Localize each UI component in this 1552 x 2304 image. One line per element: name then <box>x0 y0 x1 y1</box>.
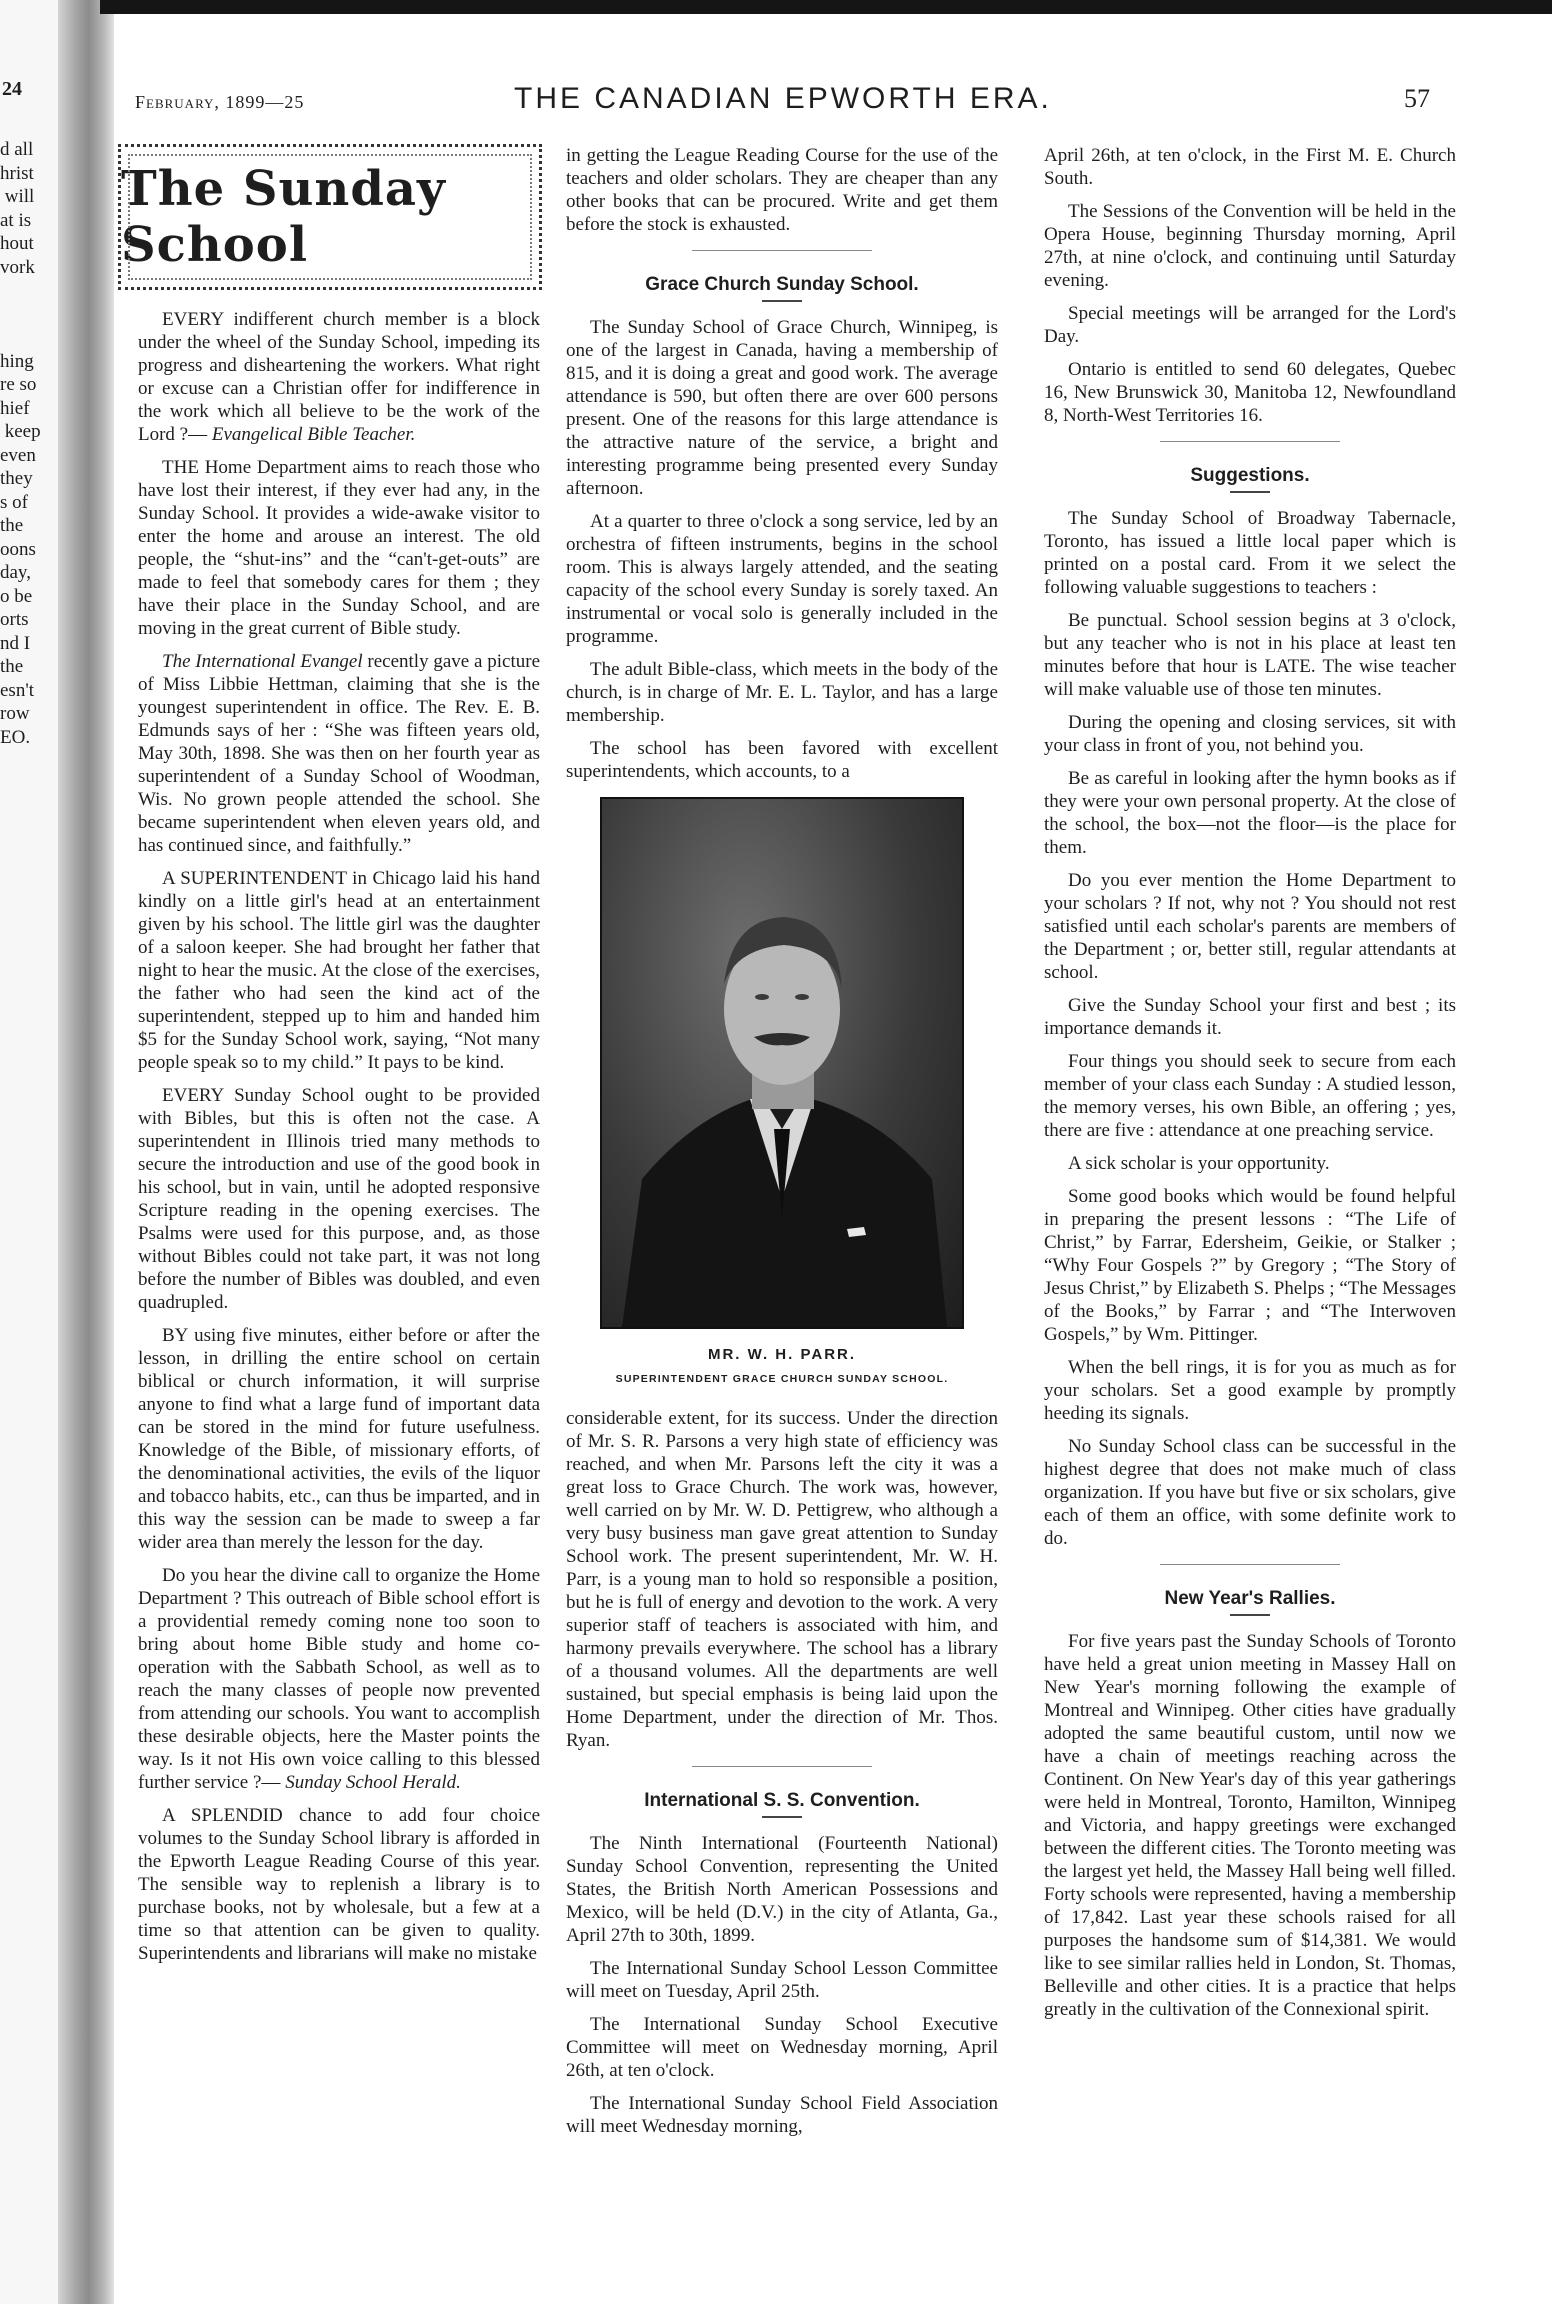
paragraph: April 26th, at ten o'clock, in the First M. E. Church South. <box>1044 145 1456 189</box>
facing-page-fragment: hout <box>0 233 34 254</box>
facing-page-fragment: nd I <box>0 632 31 654</box>
heading-rule <box>762 1816 802 1818</box>
paragraph <box>138 1564 540 1794</box>
facing-page-fragment: oons <box>0 538 36 560</box>
facing-page-number: 24 <box>2 78 22 100</box>
paragraph: At a quarter to three o'clock a song service, led by an orchestra of fifteen instruments, begins in the school room. This is always largely attended, and the seating capacity of the school every Sunday is sorely taxed. An instrumental or vocal solo is generally included in the programme. <box>566 511 998 647</box>
paragraph: A SPLENDID chance to add four choice volumes to the Sunday School library is afforded in the Epworth League Reading Course of this year. The sensible way to replenish a library is to purchase books, not by wholesale, but a few at a time so that attention can be given to quality. Superintendents and librarians will make no mistake <box>138 1805 540 1964</box>
facing-page-fragment: s of <box>0 491 28 513</box>
facing-page-fragment: o be <box>0 585 33 607</box>
paragraph: considerable extent, for its success. Under the direction of Mr. S. R. Parsons a very high state of efficiency was reached, and when Mr. Parsons left the city it was a great loss to Grace Church. The work was, however, well carried on by Mr. W. D. Pettigrew, who although a very busy business man gave great attention to Sunday School work. The present superintendent, Mr. W. H. Parr, is a young man to hold so responsible a position, but he is full of energy and devotion to the work. A very superior staff of teachers is associated with him, and harmony prevails everywhere. The school has a library of a thousand volumes. All the departments are well sustained, but special emphasis is being laid upon the Home Department, under the direction of Mr. Thos. Ryan. <box>566 1408 998 1751</box>
section-divider <box>692 1766 872 1767</box>
photo-caption-role: SUPERINTENDENT GRACE CHURCH SUNDAY SCHOOL. <box>615 1373 949 1385</box>
section-banner <box>118 144 542 290</box>
column-3 <box>1044 144 1456 2031</box>
facing-page-fragment: vork <box>0 256 35 278</box>
paragraph: Do you ever mention the Home Department to your scholars ? If not, why not ? You should not rest satisfied until each scholar's parents are members of the Department ; or, better still, regular attendants at school. <box>1044 870 1456 983</box>
paragraph: When the bell rings, it is for you as much as for your scholars. Set a good example by promptly heeding its signals. <box>1044 1357 1456 1424</box>
paragraph: in getting the League Reading Course for the use of the teachers and older scholars. They are cheaper than any other books that can be procured. Write and get them before the stock is exhausted. <box>566 145 998 235</box>
paragraph: Ontario is entitled to send 60 delegates, Quebec 16, New Brunswick 30, Manitoba 12, Newfoundland 8, North-West Territories 16. <box>1044 359 1456 426</box>
facing-page-fragment: esn't <box>0 679 35 701</box>
portrait-photo <box>600 797 964 1329</box>
paragraph: A SUPERINTENDENT in Chicago laid his hand kindly on a little girl's head at an entertainment given by his school. The little girl was the daughter of a saloon keeper. She had brought her father that night to hear the music. At the close of the exercises, the father who had seen the kind act of the superintendent, stepped up to him and handed him $5 for the Sunday School work, saying, “Not many people speak so to my child.” It pays to be kind. <box>138 868 540 1073</box>
facing-page-fragment: re so <box>0 374 37 395</box>
section-heading: New Year's Rallies. <box>1164 1588 1336 1609</box>
facing-page-fragment: row <box>0 703 30 724</box>
source-citation: Evangelical Bible Teacher. <box>211 424 416 445</box>
paragraph: The adult Bible-class, which meets in the body of the church, is in charge of Mr. E. L. Taylor, and has a large membership. <box>566 659 998 726</box>
paragraph: THE Home Department aims to reach those who have lost their interest, if they ever had any, in the Sunday School. It provides a wide-awake visitor to enter the home and arouse an interest. The old people, the “shut-ins” and the “can't-get-outs” are made to feel that somebody cares for them ; they have their place in the Sunday School, and are moving in the great current of Bible study. <box>138 457 540 639</box>
facing-page-fragment: day, <box>0 562 31 583</box>
paragraph: No Sunday School class can be successful in the highest degree that does not make much of class organization. If you have but five or six scholars, give each of them an office, with some definite work to do. <box>1044 1436 1456 1549</box>
paragraph: EVERY Sunday School ought to be provided with Bibles, but this is often not the case. A superintendent in Illinois tried many methods to secure the introduction and use of the good book in his school, but in vain, until he adopted responsive Scripture reading in the opening exercises. The Psalms were used for this purpose, and, as those without Bibles could not take part, it was not long before the number of Bibles was doubled, and even quadrupled. <box>138 1085 540 1313</box>
paragraph-text: recently gave a picture of Miss Libbie Hettman, claiming that she is the youngest superintendent in office. The Rev. E. B. Edmunds says of her : “She was fifteen years old, May 30th, 1898. She was then on her fourth year as superintendent of a Sunday School of Woodman, Wis. No grown people attended the school. She became superintendent when eleven years old, and has continued since, and faithfully.” <box>138 651 540 856</box>
paragraph: The Sessions of the Convention will be held in the Opera House, beginning Thursday morning, April 27th, at nine o'clock, and continuing until Saturday evening. <box>1044 201 1456 291</box>
paragraph: Some good books which would be found helpful in preparing the present lessons : “The Life of Christ,” by Farrar, Edersheim, Geikie, or Stalker ; “Why Four Gospels ?” by Gregory ; “The Story of Jesus Christ,” by Elizabeth S. Phelps ; “The Messages of the Books,” by Farrar ; and “The Interwoven Gospels,” by Wm. Pittinger. <box>1044 1186 1456 1345</box>
paragraph <box>138 308 540 446</box>
section-heading: Grace Church Sunday School. <box>645 274 919 295</box>
facing-page-fragment: orts <box>0 609 29 630</box>
paragraph: The International Sunday School Lesson Committee will meet on Tuesday, April 25th. <box>566 1958 998 2002</box>
paragraph: The Sunday School of Grace Church, Winnipeg, is one of the largest in Canada, having a membership of 815, and it is doing a great and good work. The average attendance is 590, but often there are over 600 persons present. One of the reasons for this large attendance is the attractive nature of the service, a bright and interesting programme being presented every Sunday afternoon. <box>566 317 998 499</box>
facing-page-fragment: even <box>0 444 36 466</box>
paragraph: The International Sunday School Field Association will meet Wednesday morning, <box>566 2093 998 2137</box>
source-citation: Sunday School Herald. <box>285 1772 461 1793</box>
section-divider <box>692 250 872 251</box>
section-heading: International S. S. Convention. <box>644 1790 920 1811</box>
facing-page-fragment: will <box>0 186 35 207</box>
paragraph: For five years past the Sunday Schools of Toronto have held a great union meeting in Massey Hall on New Year's morning following the example of Montreal and Winnipeg. Other cities have gradually adopted the same beautiful custom, until now we have a chain of meetings reaching across the Continent. On New Year's day of this year gatherings were held in Montreal, Toronto, Hamilton, Winnipeg and Victoria, and happy greetings were exchanged between the different cities. The Toronto meeting was the largest yet held, the Massey Hall being well filled. Forty schools were represented, having a membership of 17,842. Last year these schools raised for all purposes the handsome sum of $14,381. We would like to see similar rallies held in London, St. Thomas, Belleville and other cities. It is a practice that helps greatly in the cultivation of the Connexional spirit. <box>1044 1631 1456 2020</box>
column-1 <box>138 308 540 1975</box>
facing-page-edge <box>0 0 60 2304</box>
section-banner-title: The Sunday School <box>121 161 446 273</box>
paragraph: During the opening and closing services, sit with your class in front of you, not behind you. <box>1044 712 1456 756</box>
heading-rule <box>1230 491 1270 493</box>
column-2 <box>566 144 998 2148</box>
facing-page-fragment: hing <box>0 350 34 372</box>
facing-page-fragment: EO. <box>0 726 31 748</box>
paragraph: A sick scholar is your opportunity. <box>1068 1153 1330 1174</box>
paragraph: Four things you should seek to secure from each member of your class each Sunday : A studied lesson, the memory verses, his own Bible, an offering ; yes, there are five : attendance at one preaching service. <box>1044 1051 1456 1141</box>
issue-date: February, 1899—25 <box>135 92 305 112</box>
paragraph: The Sunday School of Broadway Tabernacle, Toronto, has issued a little local paper which is printed on a postal card. From it we select the following valuable suggestions to teachers : <box>1044 508 1456 598</box>
heading-rule <box>762 300 802 302</box>
page-number: 57 <box>1404 84 1430 113</box>
section-divider <box>1160 1564 1340 1565</box>
source-citation: The International Evangel <box>162 651 363 672</box>
portrait-figure <box>602 799 962 1327</box>
photo-caption-name: MR. W. H. PARR. <box>707 1346 857 1363</box>
paragraph: BY using five minutes, either before or after the lesson, in drilling the entire school on certain biblical or church information, it will surprise anyone to find what a large fund of important data can be stored in the mind for future usefulness. Knowledge of the Bible, of missionary efforts, of the denominational activities, the evils of the liquor and tobacco habits, etc., can thus be imparted, and in this way the session can be made to sweep a far wider area than merely the lesson for the day. <box>138 1325 540 1553</box>
scan-top-edge <box>100 0 1552 14</box>
paragraph: Be punctual. School session begins at 3 o'clock, but any teacher who is not in his place at least ten minutes before that hour is LATE. The wise teacher will make valuable use of those ten minutes. <box>1044 610 1456 700</box>
section-heading: Suggestions. <box>1190 465 1310 486</box>
paragraph-text: Do you hear the divine call to organize the Home Department ? This outreach of Bible school effort is a providential remedy coming none too soon to bring about home Bible study and home co-operation with the Sabbath School, as well as to reach the many classes of people now prevented from attending our schools. You want to accomplish these desirable objects, here the Master points the way. Is it not His own voice calling to this blessed further service ?— <box>138 1565 540 1793</box>
heading-rule <box>1230 1614 1270 1616</box>
facing-page-fragment: hief <box>0 397 30 419</box>
facing-page-fragment: the <box>0 656 24 677</box>
facing-page-fragment: the <box>0 515 24 536</box>
book-spine-shadow <box>58 0 114 2304</box>
paragraph: Special meetings will be arranged for the Lord's Day. <box>1044 303 1456 347</box>
facing-page-fragment: they <box>0 468 33 489</box>
paragraph: Be as careful in looking after the hymn books as if they were your own personal property. At the close of the school, the box—not the floor—is the place for them. <box>1044 768 1456 858</box>
section-divider <box>1160 441 1340 442</box>
facing-page-fragment: hrist <box>0 162 34 184</box>
facing-page-fragment: keep <box>0 421 41 442</box>
facing-page-fragment: at is <box>0 209 32 231</box>
paragraph: The school has been favored with excellent superintendents, which accounts, to a <box>566 738 998 782</box>
paragraph: The Ninth International (Fourteenth National) Sunday School Convention, representing the United States, the British North American Possessions and Mexico, will be held (D.V.) in the city of Atlanta, Ga., April 27th to 30th, 1899. <box>566 1833 998 1946</box>
paragraph: The International Sunday School Executive Committee will meet on Wednesday morning, April 26th, at ten o'clock. <box>566 2014 998 2081</box>
publication-title: THE CANADIAN EPWORTH ERA. <box>514 82 1052 115</box>
paragraph: Give the Sunday School your first and best ; its importance demands it. <box>1044 995 1456 1039</box>
facing-page-fragment: d all <box>0 139 34 160</box>
paragraph <box>138 650 540 857</box>
paragraph-text: EVERY indifferent church member is a block under the wheel of the Sunday School, impeding its progress and disheartening the workers. What right or excuse can a Christian offer for indifference in the work which all believe to be the work of the Lord ?— <box>138 309 540 445</box>
